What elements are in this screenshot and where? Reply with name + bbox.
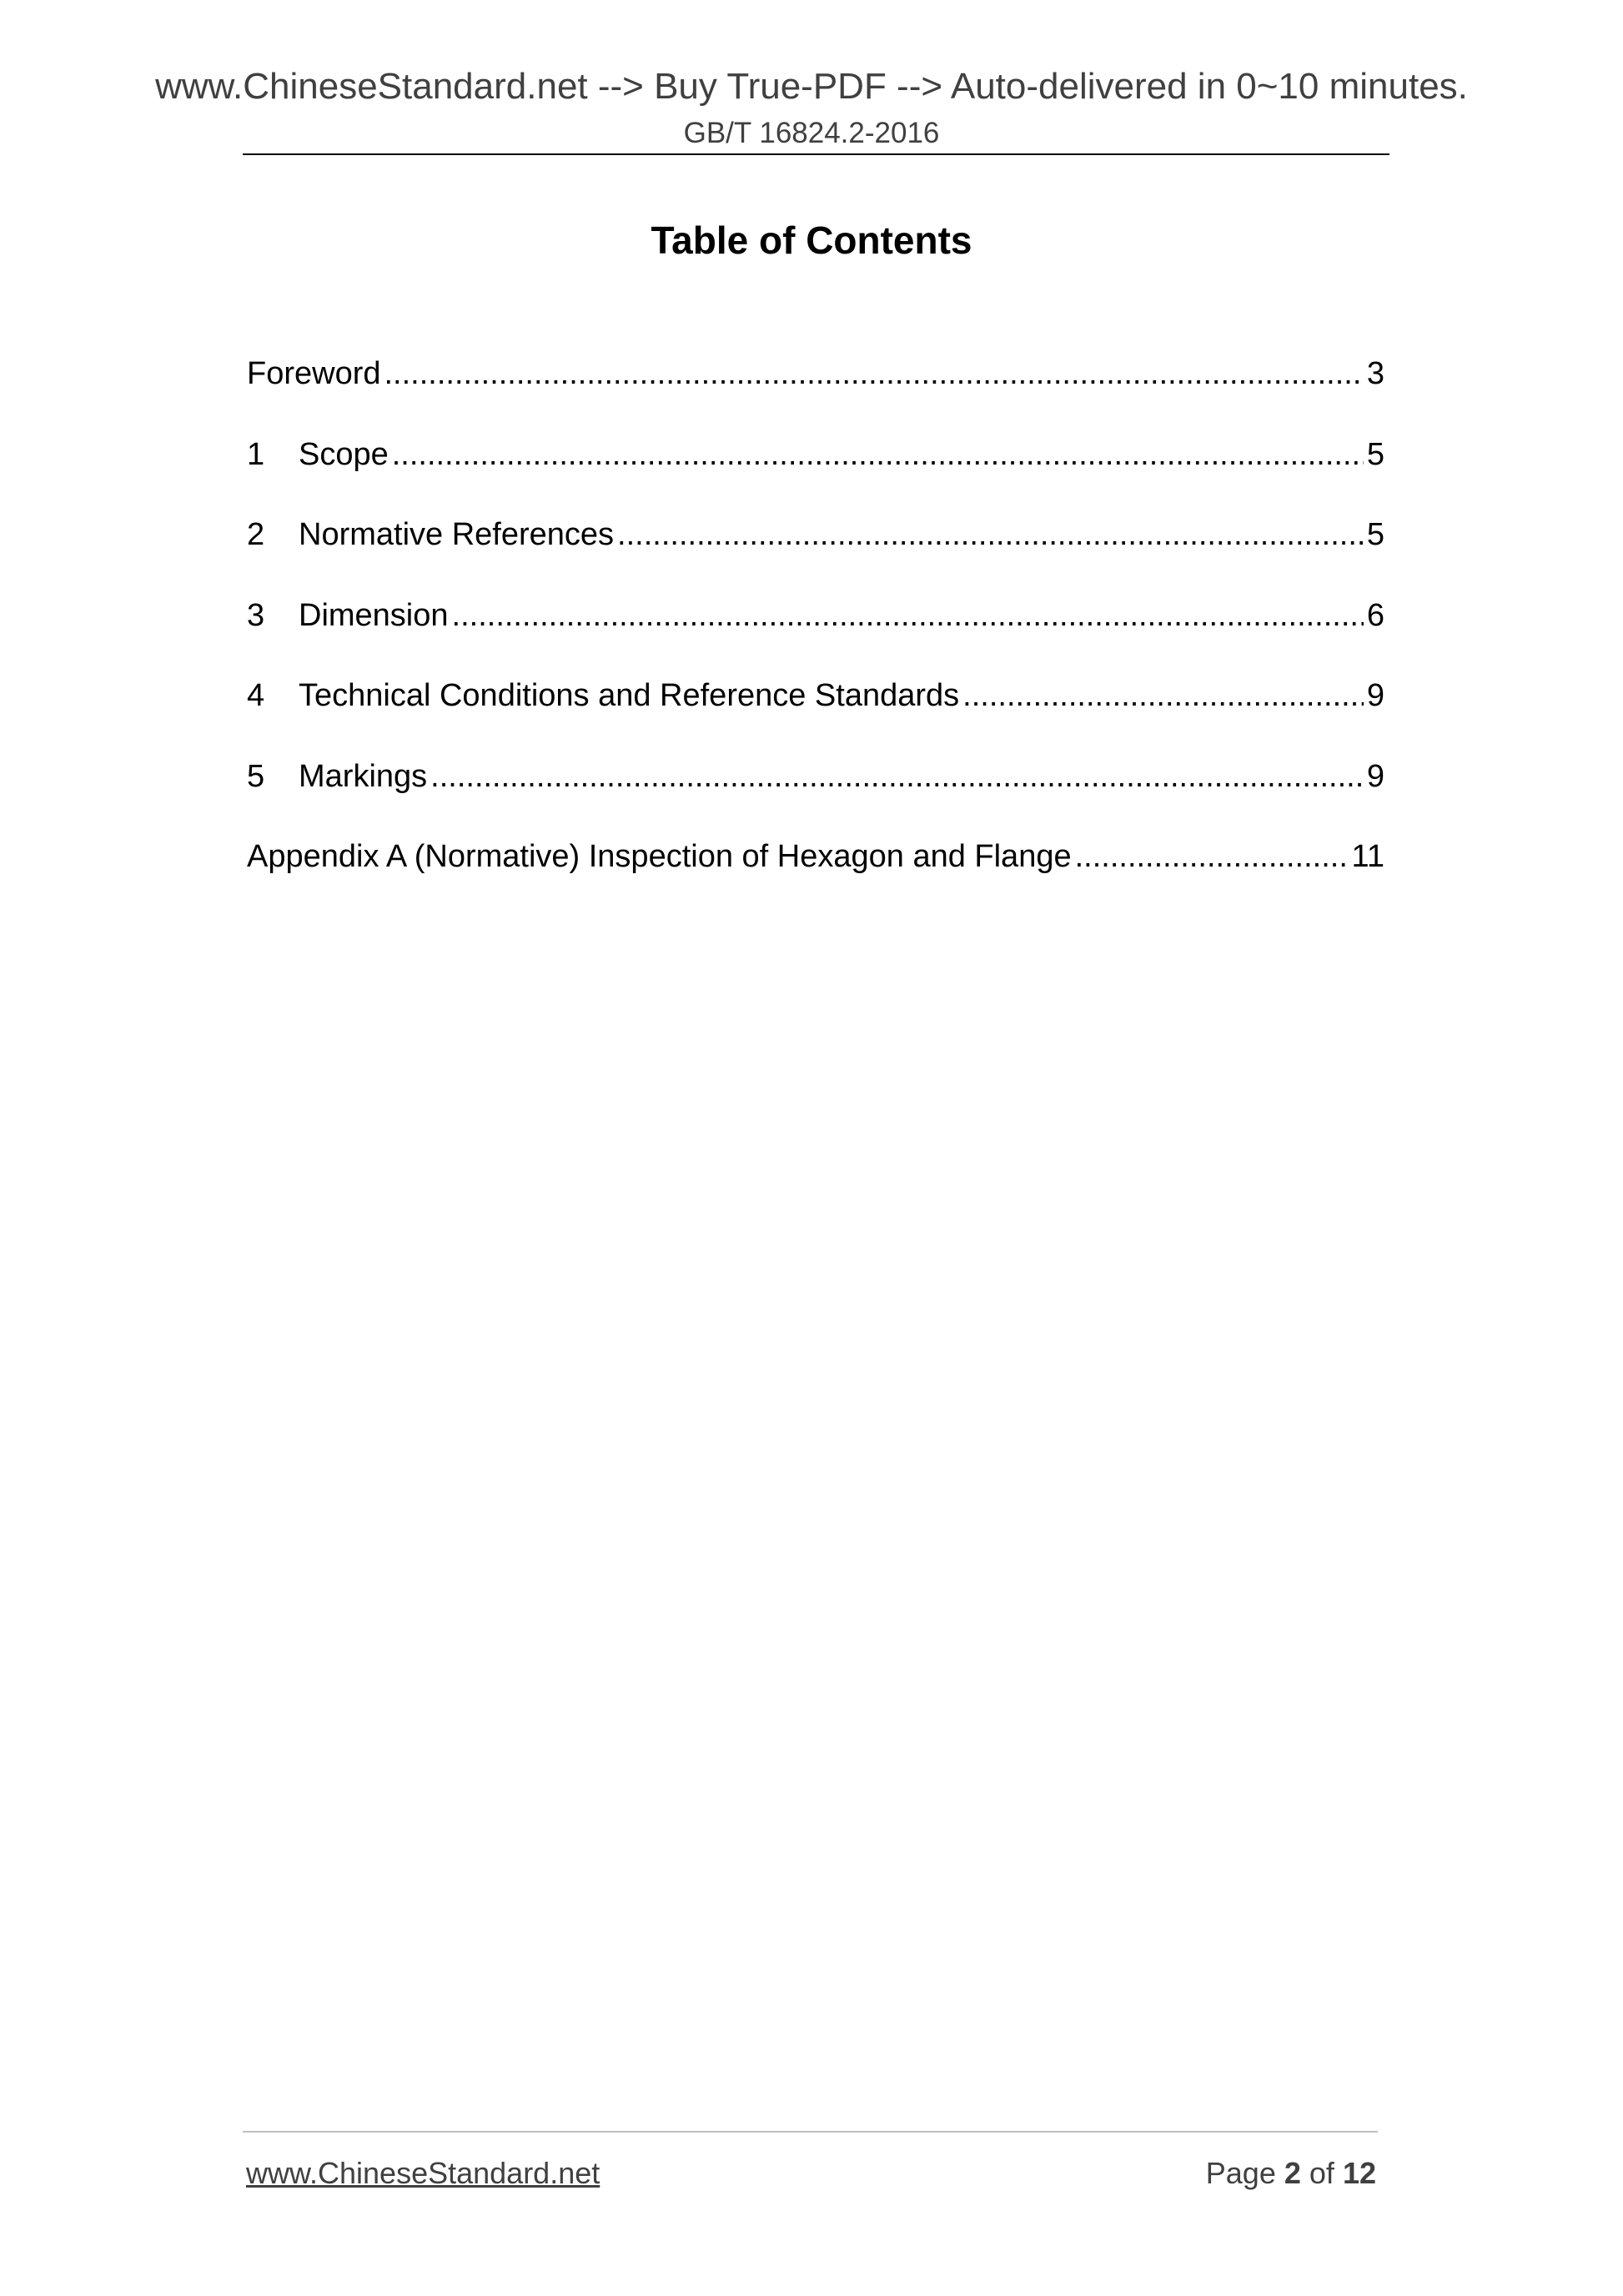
- toc-dot-leader: [1075, 833, 1349, 880]
- toc-entry-appendix-a[interactable]: [247, 833, 1384, 914]
- toc-entry-dimension[interactable]: [247, 592, 1384, 673]
- toc-entry-markings[interactable]: [247, 753, 1384, 834]
- toc-entry-label: Markings: [299, 758, 428, 794]
- toc-entry-page: 9: [1366, 678, 1384, 713]
- toc-dot-leader: [430, 753, 1364, 800]
- toc-entry-number: 3: [247, 597, 265, 633]
- footer-divider: [243, 2131, 1378, 2133]
- toc-entry-page: 6: [1366, 597, 1384, 633]
- toc-entry-label: Technical Conditions and Reference Standards: [299, 678, 960, 713]
- toc-entry-number: 4: [247, 678, 265, 713]
- toc-dot-leader: [962, 672, 1364, 719]
- toc-entry-normative-references[interactable]: [247, 511, 1384, 592]
- footer-page-indicator: [1206, 2153, 1376, 2193]
- toc-entry-scope[interactable]: [247, 431, 1384, 512]
- toc-dot-leader: [617, 511, 1364, 558]
- toc-entry-page: 11: [1351, 839, 1384, 874]
- header-standard-number: GB/T 16824.2-2016: [683, 117, 940, 149]
- toc-entry-technical-conditions[interactable]: [247, 672, 1384, 753]
- toc-list: [247, 350, 1384, 914]
- toc-entry-page: 9: [1366, 758, 1384, 794]
- toc-dot-leader: [384, 350, 1364, 397]
- toc-entry-foreword[interactable]: [247, 350, 1384, 431]
- footer-website-link[interactable]: www.ChineseStandard.net: [246, 2156, 600, 2190]
- toc-entry-page: 3: [1366, 356, 1384, 391]
- toc-entry-label: Foreword: [247, 356, 381, 391]
- toc-title: Table of Contents: [651, 219, 972, 262]
- footer-current-page: 2: [1284, 2156, 1301, 2190]
- toc-entry-page: 5: [1366, 436, 1384, 472]
- toc-entry-number: 2: [247, 517, 265, 552]
- footer-total-pages: 12: [1342, 2156, 1376, 2190]
- footer-page-word: Page: [1205, 2156, 1276, 2190]
- toc-entry-label: Scope: [299, 436, 389, 472]
- toc-entry-label: Appendix A (Normative) Inspection of Hexagon and Flange: [247, 839, 1072, 874]
- toc-dot-leader: [452, 592, 1364, 639]
- toc-entry-label: Dimension: [299, 597, 449, 633]
- toc-entry-page: 5: [1366, 517, 1384, 552]
- header-divider: [243, 153, 1389, 155]
- toc-entry-label: Normative References: [299, 517, 615, 552]
- footer-of-word: of: [1309, 2156, 1334, 2190]
- toc-entry-number: 5: [247, 758, 265, 794]
- toc-entry-number: 1: [247, 436, 265, 472]
- toc-dot-leader: [392, 431, 1364, 478]
- header-banner: www.ChineseStandard.net --> Buy True-PDF --> Auto-delivered in 0~10 minutes.: [155, 66, 1468, 107]
